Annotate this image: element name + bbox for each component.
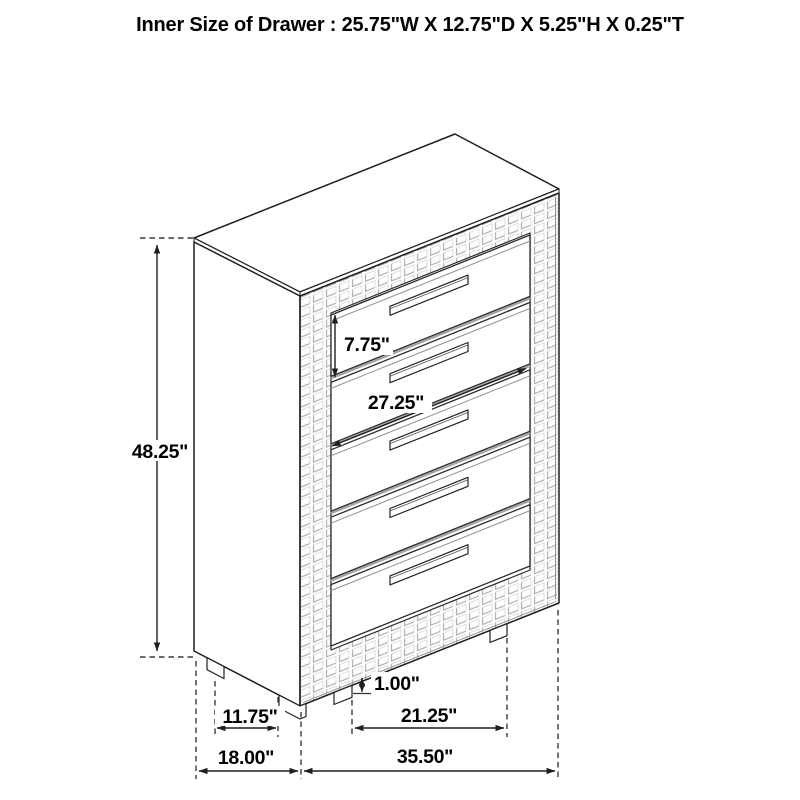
overall-height-label: 48.25" [131, 441, 189, 463]
overall-depth-label: 18.00" [217, 747, 275, 769]
diagram-title: Inner Size of Drawer : 25.75"W X 12.75"D X 5.25"H X 0.25"T [136, 14, 684, 36]
drawer-width-label: 27.25" [367, 392, 425, 414]
chest-drawing [194, 134, 559, 719]
drawer-height-label: 7.75" [344, 334, 390, 356]
overall-width-label: 35.50" [396, 746, 454, 768]
foot-height-label: 1.00" [374, 673, 420, 695]
side-leg-spacing-label: 11.75" [222, 706, 278, 728]
dim-overall-height [128, 238, 196, 657]
front-leg-spacing-label: 21.25" [400, 705, 458, 727]
chest-left-panel [194, 242, 300, 706]
